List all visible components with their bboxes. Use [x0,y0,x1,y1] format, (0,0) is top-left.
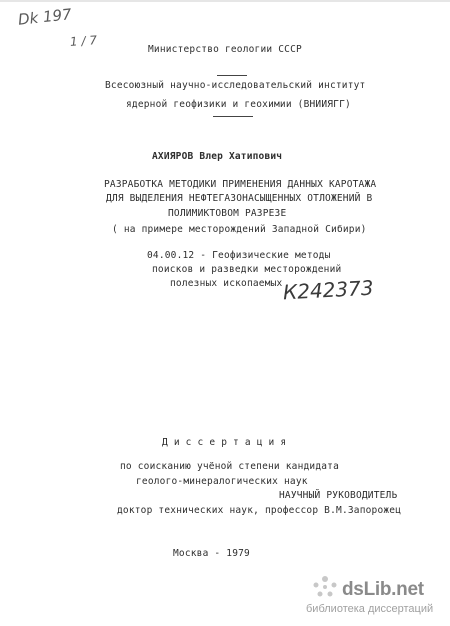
page-edge [0,0,450,2]
title-line-3: ПОЛИМИКТОВОМ РАЗРЕЗЕ [168,208,287,219]
institute-line-2: ядерной геофизики и геохимии (ВНИИЯГГ) [126,99,351,110]
specialty-line-3: полезных ископаемых [170,278,283,289]
institute-line-1: Всесоюзный научно-исследовательский институт [105,80,366,91]
dslib-watermark [306,567,446,623]
specialty-line-1: 04.00.12 - Геофизические методы [147,250,331,261]
degree-line-2: геолого-минералогических наук [136,476,308,487]
watermark-brand: dsLib.net [342,579,424,600]
header-rule [217,75,247,76]
institute-rule [213,116,253,117]
title-line-4: ( на примере месторождений Западной Сибири) [112,224,367,235]
handwritten-inventory-number: К242373 [282,275,375,305]
place-year: Москва - 1979 [173,548,250,559]
author-name: АХИЯРОВ Влер Хатипович [152,151,283,162]
ministry-line: Министерство геологии СССР [148,44,302,55]
title-line-1: РАЗРАБОТКА МЕТОДИКИ ПРИМЕНЕНИЯ ДАННЫХ КАРОТАЖА [104,179,377,190]
watermark-subtitle: библиотека диссертаций [306,603,434,615]
advisor-label: НАУЧНЫЙ РУКОВОДИТЕЛЬ [279,490,398,501]
specialty-line-2: поисков и разведки месторождений [152,264,342,275]
advisor-name: доктор технических наук, профессор В.М.Запорожец [117,505,402,516]
handwritten-shelf-mark-2: 1 / 7 [69,33,98,49]
title-line-2: ДЛЯ ВЫДЕЛЕНИЯ НЕФТЕГАЗОНАСЫЩЕННЫХ ОТЛОЖЕНИЙ В [106,193,373,204]
dslib-logo-icon [310,573,340,601]
dissertation-heading: Д и с с е р т а ц и я [162,437,287,448]
handwritten-shelf-mark: Dk 197 [17,5,73,29]
degree-line-1: по соисканию учёной степени кандидата [120,461,340,472]
